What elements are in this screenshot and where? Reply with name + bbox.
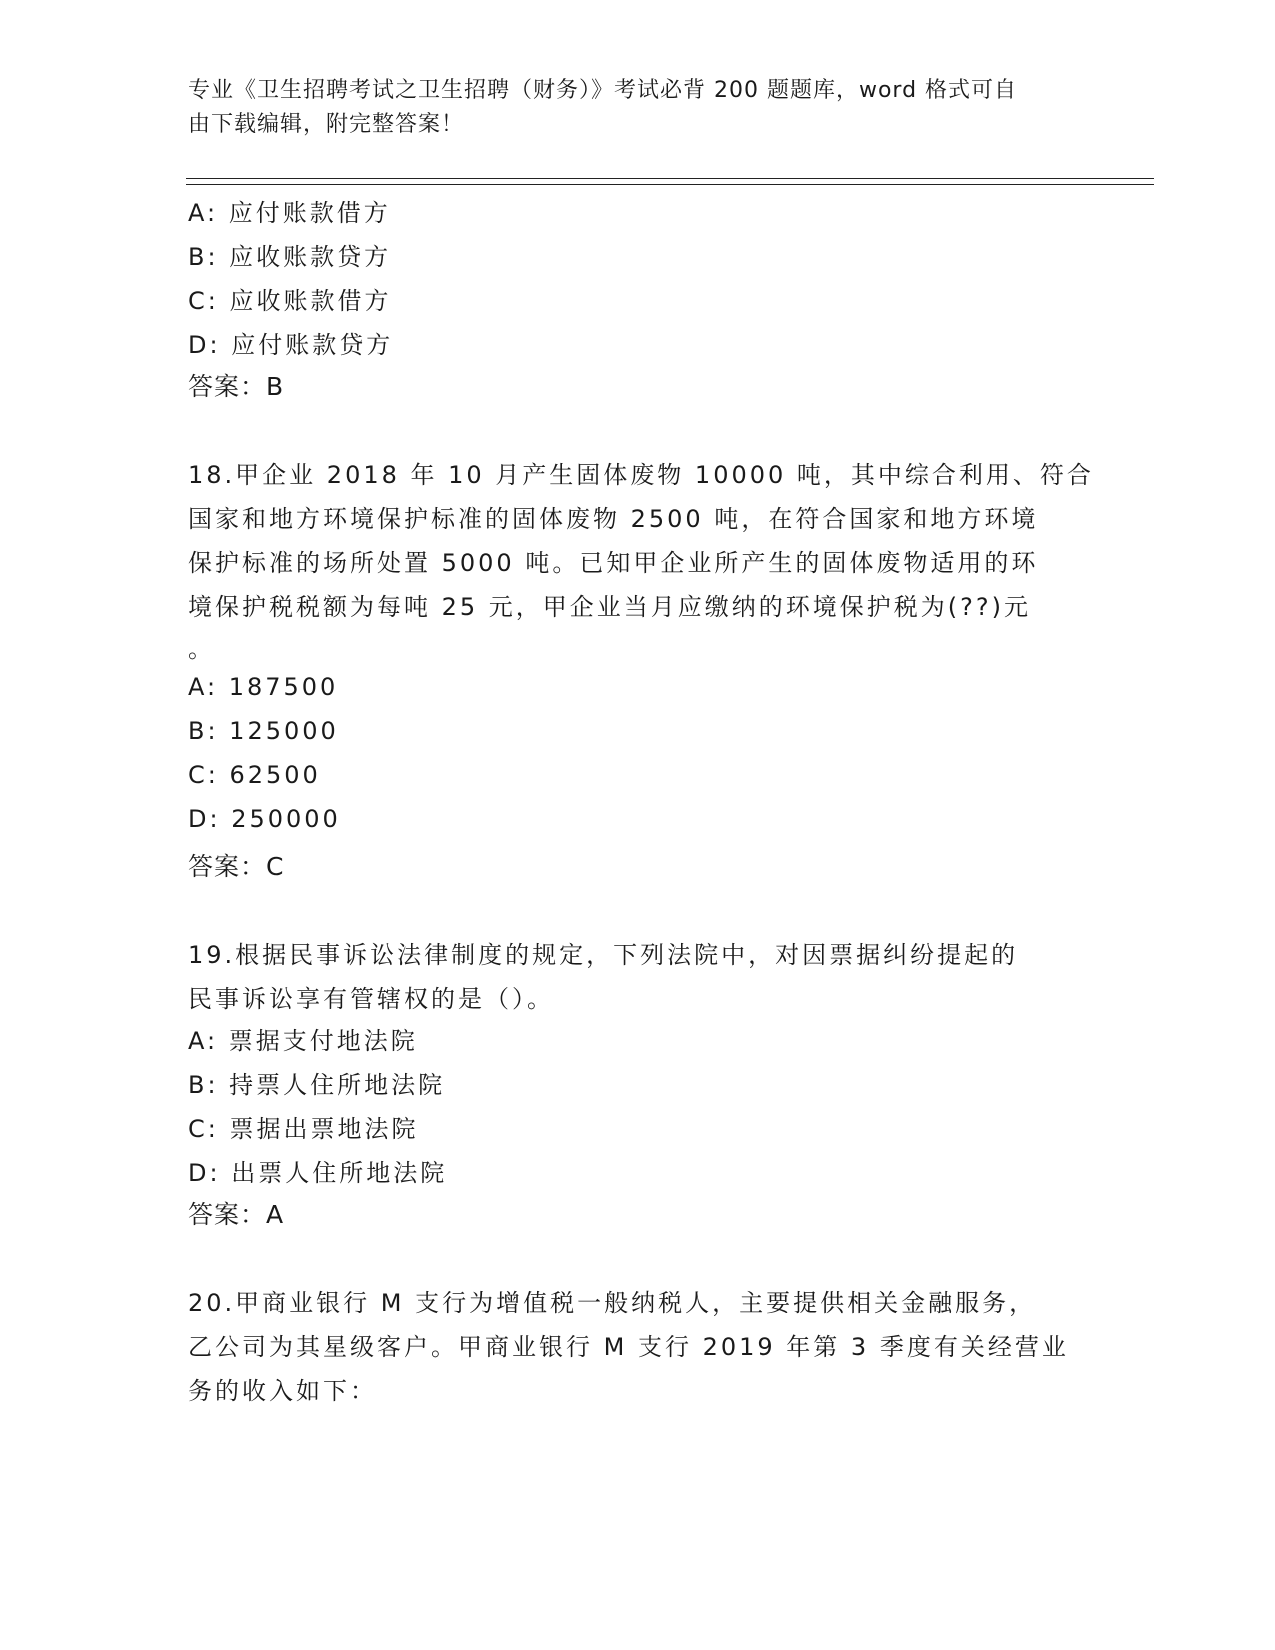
q18-text-line-4: 境保护税税额为每吨 25 元，甲企业当月应缴纳的环境保护税为(??)元 bbox=[188, 593, 1031, 621]
q18-option-b: B: 125000 bbox=[188, 717, 339, 745]
q20-text-line-2: 乙公司为其星级客户。甲商业银行 M 支行 2019 年第 3 季度有关经营业 bbox=[188, 1333, 1069, 1361]
q19-text-line-1: 19.根据民事诉讼法律制度的规定，下列法院中，对因票据纠纷提起的 bbox=[188, 941, 1019, 969]
q18-text-line-1: 18.甲企业 2018 年 10 月产生固体废物 10000 吨，其中综合利用、符合 bbox=[188, 461, 1094, 489]
q19-option-b: B: 持票人住所地法院 bbox=[188, 1071, 446, 1099]
header-rule-bottom bbox=[186, 184, 1154, 185]
document-header bbox=[188, 74, 1068, 142]
q17-option-c: C: 应收账款借方 bbox=[188, 287, 392, 315]
q18-text-line-3: 保护标准的场所处置 5000 吨。已知甲企业所产生的固体废物适用的环 bbox=[188, 549, 1039, 577]
q19-answer: 答案：A bbox=[188, 1200, 285, 1229]
q17-option-a: A: 应付账款借方 bbox=[188, 199, 391, 227]
q18-text-line-2: 国家和地方环境保护标准的固体废物 2500 吨，在符合国家和地方环境 bbox=[188, 505, 1039, 533]
header-line-2: 由下载编辑，附完整答案！ bbox=[188, 112, 465, 137]
q19-option-d: D: 出票人住所地法院 bbox=[188, 1159, 448, 1187]
header-rule-top bbox=[186, 178, 1154, 179]
q19-option-c: C: 票据出票地法院 bbox=[188, 1115, 419, 1143]
q18-answer: 答案：C bbox=[188, 852, 285, 881]
q17-answer: 答案：B bbox=[188, 372, 285, 401]
q18-text-line-5: 。 bbox=[188, 635, 215, 663]
q20-text-line-3: 务的收入如下： bbox=[188, 1377, 377, 1405]
q19-text-line-2: 民事诉讼享有管辖权的是（）。 bbox=[188, 985, 554, 1013]
q18-option-d: D: 250000 bbox=[188, 805, 341, 833]
q20-text-line-1: 20.甲商业银行 M 支行为增值税一般纳税人，主要提供相关金融服务， bbox=[188, 1289, 1037, 1317]
q19-option-a: A: 票据支付地法院 bbox=[188, 1027, 418, 1055]
header-line-1: 专业《卫生招聘考试之卫生招聘（财务）》考试必背 200 题题库，word 格式可自 bbox=[188, 78, 1018, 103]
q17-option-d: D: 应付账款贷方 bbox=[188, 331, 394, 359]
q18-option-a: A: 187500 bbox=[188, 673, 339, 701]
q17-option-b: B: 应收账款贷方 bbox=[188, 243, 392, 271]
q18-option-c: C: 62500 bbox=[188, 761, 321, 789]
